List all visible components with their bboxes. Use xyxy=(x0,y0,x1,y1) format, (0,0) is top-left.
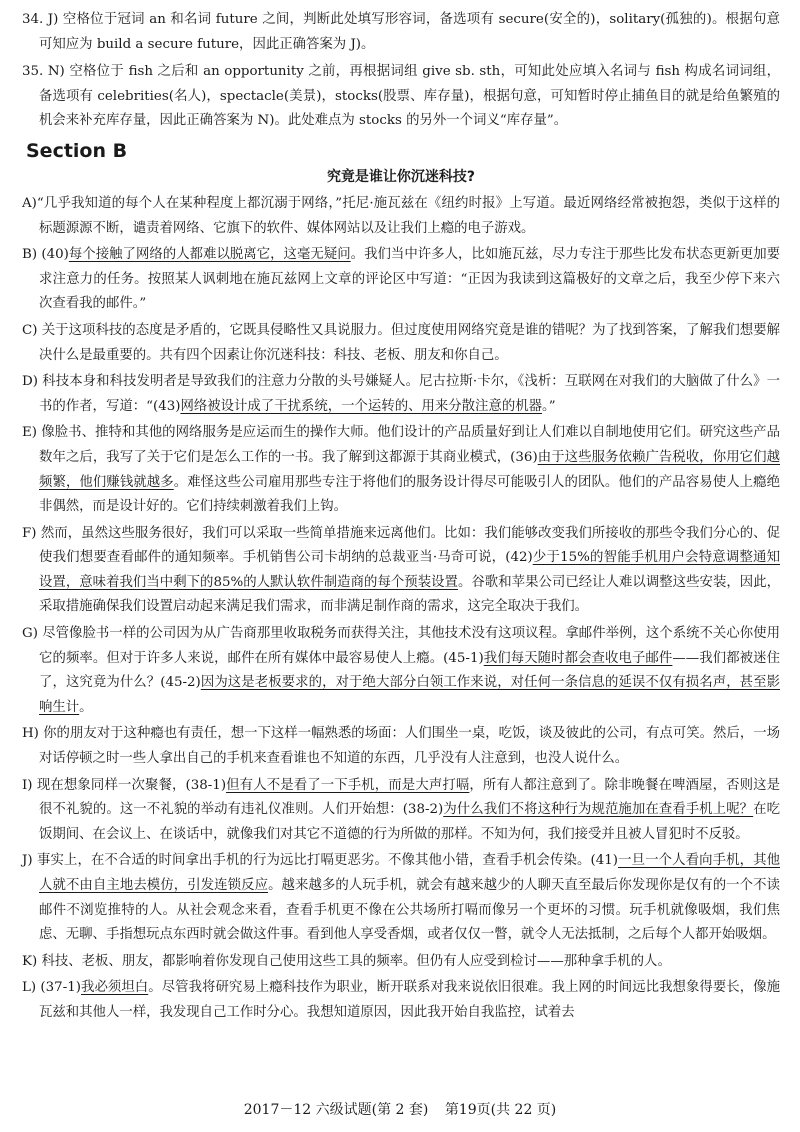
passage-paragraph xyxy=(22,722,780,771)
underlined-answer-sentence: 每个接触了网络的人都难以脱离它，这毫无疑问 xyxy=(68,247,351,263)
passage-paragraph xyxy=(22,319,780,368)
paragraph-text: F) 然而，虽然这些服务很好，我们可以采取一些简单措施来远离他们。比如：我们能够改变我们所接收的那些令我们分心的、促使我们想要查看邮件的通知频率。手机销售公司卡胡纳的总裁亚当·马奇可说，(42) xyxy=(22,525,780,566)
passage-paragraph xyxy=(22,370,780,419)
underlined-answer-sentence: 我必须坦白 xyxy=(80,980,149,996)
passage-paragraph xyxy=(22,243,780,317)
answer-explanation: 35. N) 空格位于 fish 之后和 an opportunity 之前，再根据词组 give sb. sth，可知此处应填入名词与 fish 构成名词词组，备选项有 celebrities(名人)，spectacle(美景)，stocks(股票、库存量)，根据句意，可知暂时停止捕鱼目的就是给鱼繁殖的机会来补充库存量，因此正确答案为 N)。此处难点为 stocks 的另外一个词义“库存量”。 xyxy=(22,64,780,129)
paragraph-text: J) 事实上，在不合适的时间拿出手机的行为远比打嗝更恶劣。不像其他小错，查看手机会传染。(41) xyxy=(22,853,618,869)
paragraph-text: I) 现在想象同样一次聚餐，(38-1) xyxy=(22,777,227,793)
answer-explanation: 34. J) 空格位于冠词 an 和名词 future 之间，判断此处填写形容词，备选项有 secure(安全的)，solitary(孤独的)。根据句意可知应为 build a secure future，因此正确答案为 J)。 xyxy=(22,12,780,52)
paragraph-text: ——我们都被迷住了，这究竟为什么？(45-2) xyxy=(39,650,781,691)
paragraph-text: 。尽管我将研究易上瘾科技作为职业，断开联系对我来说依旧很难。我上网的时间远比我想象得要长，像施瓦兹和其他人一样，我发现自己工作时分心。我想知道原因，因此我开始自我监控，试着去 xyxy=(39,980,781,1020)
underlined-answer-sentence: 一旦一个人看向手机，其他人就不由自主地去模仿，引发连锁反应 xyxy=(39,853,780,893)
page-footer xyxy=(0,1099,800,1119)
passage-paragraph xyxy=(22,421,780,519)
underlined-answer-sentence: 为什么我们不将这种行为规范施加在查看手机上呢？ xyxy=(443,802,754,818)
section-title: Section B xyxy=(26,139,128,162)
paragraph-text: D) 科技本身和科技发明者是导致我们的注意力分散的头号嫌疑人。尼古拉斯·卡尔，《浅析：互联网在对我们的大脑做了什么》一书的作者，写道：“(43) xyxy=(22,374,780,414)
underlined-answer-sentence: 因为这是老板要求的，对于绝大部分白领工作来说，对任何一条信息的延误不仅有损名声，甚至影响生计 xyxy=(39,675,781,715)
paragraph-text: 。难怪这些公司雇用那些专注于将他们的服务设计得尽可能吸引人的团队。他们的产品容易使人上瘾绝非偶然，而是设计好的。它们持续刺激着我们上钩。 xyxy=(39,474,781,515)
paragraph-text: 。 xyxy=(79,699,93,715)
underlined-answer-sentence: 少于15%的智能手机用户会特意调整通知设置，意味着我们当中剩下的85%的人默认软件制造商的每个预装设置 xyxy=(39,550,780,590)
passage-paragraph xyxy=(22,849,780,947)
paragraph-text: H) 你的朋友对于这种瘾也有责任，想一下这样一幅熟悉的场面：人们围坐一桌，吃饭，谈及彼此的公司，有点可笑。然后，一场对话停顿之时一些人拿出自己的手机来查看谁也不知道的东西，几乎没有人注意到，也没人说什么。 xyxy=(22,726,780,767)
passage-title: 究竟是谁让你沉迷科技? xyxy=(326,168,476,185)
footer-page-number: 第19页(共 22 页) xyxy=(444,1102,557,1118)
passage-body xyxy=(22,192,780,1026)
paragraph-text: 在吃饭期间、在会议上、在谈话中，就像我们对其它不道德的行为所做的那样。不知为何，我们接受并且被人冒犯时不反驳。 xyxy=(39,802,781,842)
paragraph-text: ，所有人都注意到了。除非晚餐在啤酒屋，否则这是很不礼貌的。这一不礼貌的举动有违礼仪准则。人们开始想：(38-2) xyxy=(39,777,781,818)
answer-explanations xyxy=(22,8,780,134)
passage-paragraph xyxy=(22,192,780,241)
paragraph-text: E) 像脸书、推特和其他的网络服务是应运而生的操作大师。他们设计的产品质量好到让人们难以自制地使用它们。研究这些产品数年之后，我写了关于它们是怎么工作的一书。我了解到这都源于其商业模式，(36) xyxy=(22,425,780,465)
paragraph-text: 。” xyxy=(542,398,556,414)
underlined-answer-sentence: 网络被设计成了干扰系统，一个运转的、用来分散注意的机器 xyxy=(180,398,543,414)
paragraph-text: K) 科技、老板、朋友，都影响着你发现自己使用这些工具的频率。但仍有人应受到检讨——那种拿手机的人。 xyxy=(22,953,671,969)
paragraph-text: L) (37-1) xyxy=(22,980,81,996)
passage-paragraph xyxy=(22,522,780,620)
footer-exam-label: 2017－12 六级试题(第 2 套) xyxy=(243,1102,429,1118)
paragraph-text: 。越来越多的人玩手机，就会有越来越少的人聊天直至最后你发现你是仅有的一个不读邮件不浏览推特的人。从社会观念来看，查看手机更不像在公共场所打嗝而像另一个更坏的习惯。玩手机就像吸烟，我们焦虑、无聊、手指想玩点东西时就会做这件事。看到他人享受香烟，或者仅仅一瞥，就令人无法抵制，之后每个人都开始吸烟。 xyxy=(39,878,780,943)
underlined-answer-sentence: 但有人不是看了一下手机，而是大声打嗝 xyxy=(226,777,470,793)
paragraph-text: B) (40) xyxy=(22,247,69,263)
paragraph-text: A)“几乎我知道的每个人在某种程度上都沉溺于网络，”托尼·施瓦兹在《纽约时报》上写道。最近网络经常被抱怨，类似于这样的标题源源不断，谴责着网络、它旗下的软件、媒体网站以及让我们上瘾的电子游戏。 xyxy=(22,195,780,236)
paragraph-text: 。谷歌和苹果公司已经让人难以调整这些安装，因此，采取措施确保我们设置启动起来满足我们需求，而非满足制作商的需求，这完全取决于我们。 xyxy=(39,574,781,615)
underlined-answer-sentence: 我们每天随时都会查收电子邮件 xyxy=(483,650,673,666)
document-page xyxy=(22,8,780,1028)
underlined-answer-sentence: 由于这些服务依赖广告税收，你用它们越频繁，他们赚钱就越多 xyxy=(39,449,780,490)
passage-paragraph xyxy=(22,976,780,1025)
passage-paragraph xyxy=(22,950,780,975)
paragraph-text: C) 关于这项科技的态度是矛盾的，它既具侵略性又具说服力。但过度使用网络究竟是谁的错呢？为了找到答案，了解我们想要解决什么是最重要的。共有四个因素让你沉迷科技：科技、老板、朋友和你自己。 xyxy=(22,322,780,363)
paragraph-text: G) 尽管像脸书一样的公司因为从广告商那里收取税务而获得关注，其他技术没有这项议程。拿邮件举例，这个系统不关心你使用它的频率。但对于许多人来说，邮件在所有媒体中最容易使人上瘾。(45-1) xyxy=(22,626,780,666)
passage-paragraph xyxy=(22,622,780,720)
paragraph-text: 。我们当中许多人，比如施瓦兹，尽力专注于那些比发布状态更新更加要求注意力的任务。按照某人讽刺地在施瓦兹网上文章的评论区中写道：“正因为我读到这篇极好的文章之后，我至少停下来六次查看我的邮件。” xyxy=(39,247,781,312)
passage-paragraph xyxy=(22,774,780,848)
